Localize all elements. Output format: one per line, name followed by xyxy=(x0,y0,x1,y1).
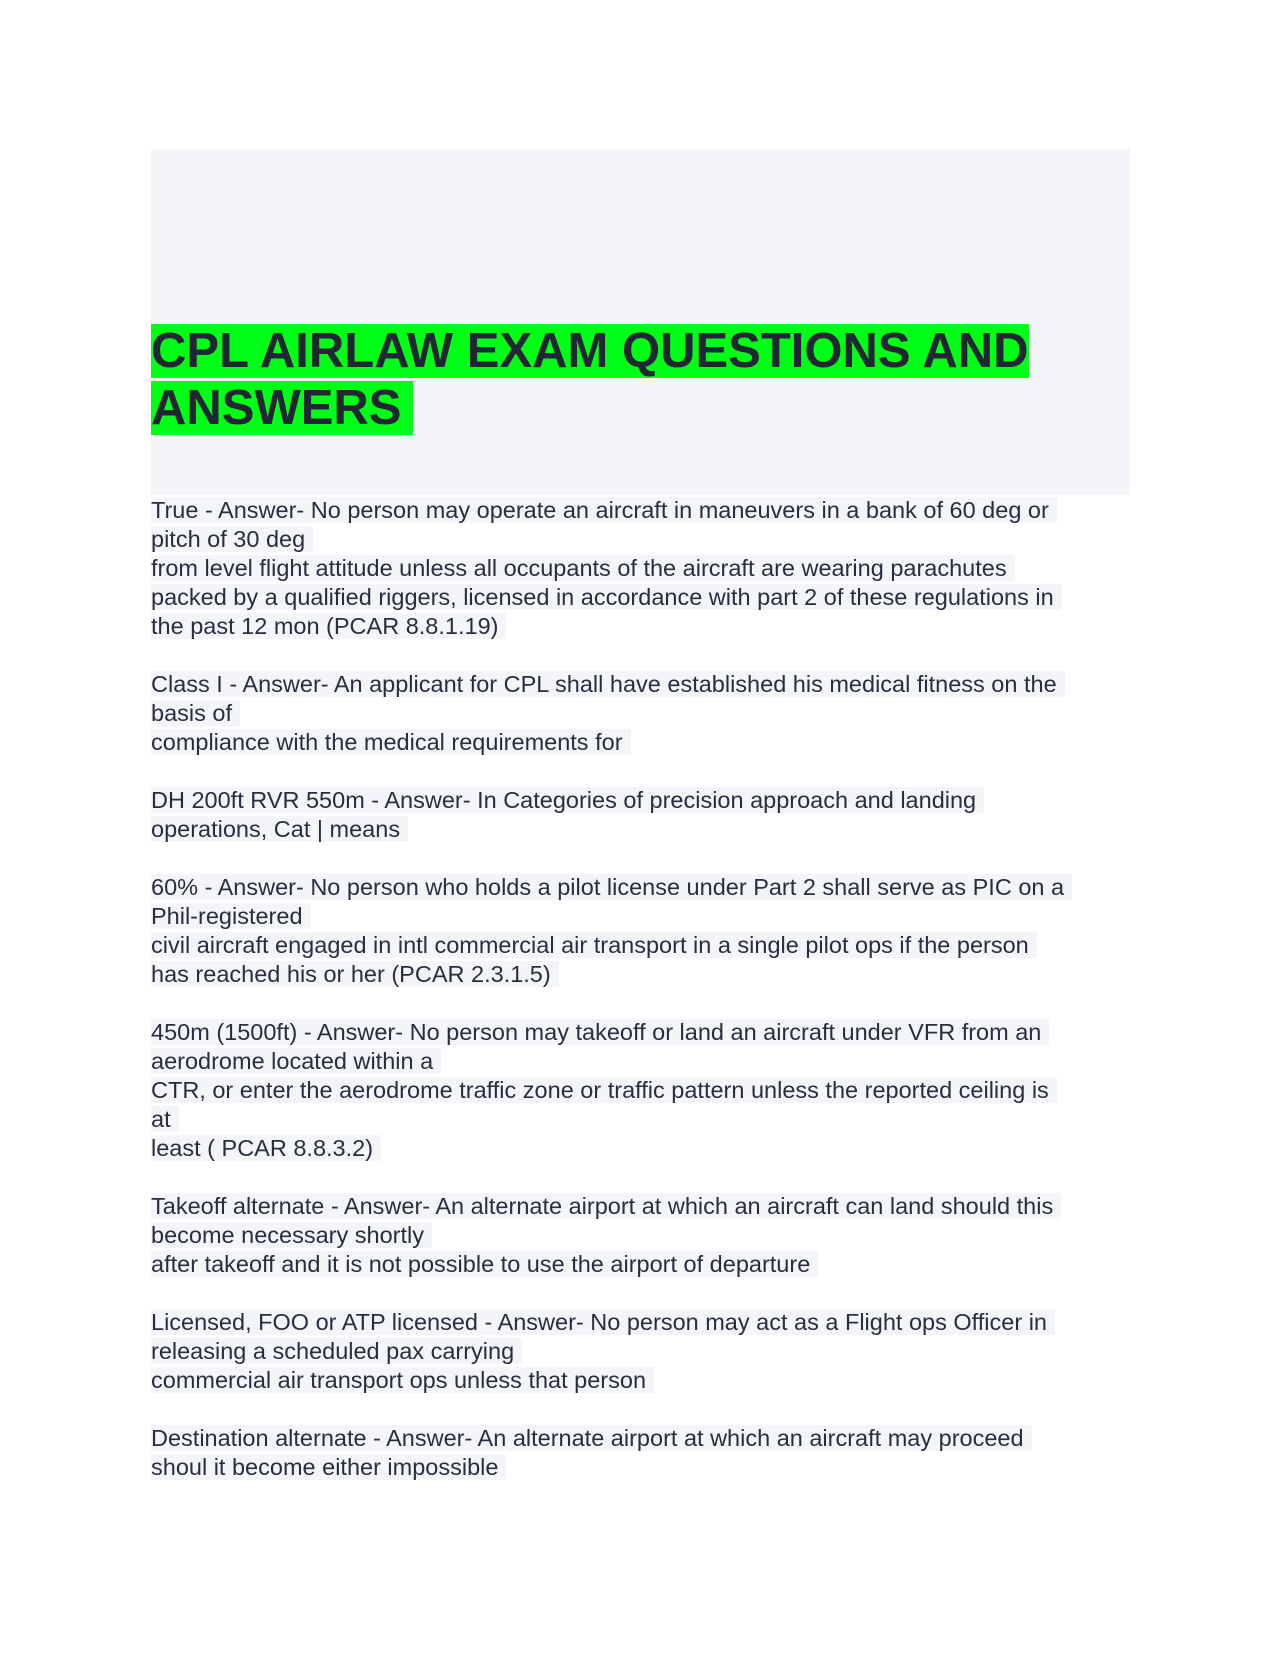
qa-line: True - Answer- No person may operate an aircraft in maneuvers in a bank of 60 deg or xyxy=(151,496,1136,525)
qa-line: operations, Cat | means xyxy=(151,815,1136,844)
title-block-background xyxy=(151,149,1130,495)
qa-line: Destination alternate - Answer- An alternate airport at which an aircraft may proceed xyxy=(151,1424,1136,1453)
qa-line: packed by a qualified riggers, licensed in accordance with part 2 of these regulations in xyxy=(151,583,1136,612)
qa-line: 450m (1500ft) - Answer- No person may takeoff or land an aircraft under VFR from an xyxy=(151,1018,1136,1047)
qa-line: from level flight attitude unless all occupants of the aircraft are wearing parachutes xyxy=(151,554,1136,583)
qa-line: the past 12 mon (PCAR 8.8.1.19) xyxy=(151,612,1136,641)
qa-entry xyxy=(151,1192,1136,1279)
qa-line: commercial air transport ops unless that person xyxy=(151,1366,1136,1395)
qa-entry xyxy=(151,1308,1136,1395)
qa-line: become necessary shortly xyxy=(151,1221,1136,1250)
qa-entry xyxy=(151,1424,1136,1482)
qa-line: civil aircraft engaged in intl commercial air transport in a single pilot ops if the person xyxy=(151,931,1136,960)
qa-entry xyxy=(151,873,1136,989)
qa-list xyxy=(151,496,1136,1511)
title-highlight: CPL AIRLAW EXAM QUESTIONS AND ANSWERS xyxy=(151,324,1029,435)
qa-line: CTR, or enter the aerodrome traffic zone or traffic pattern unless the reported ceiling is xyxy=(151,1076,1136,1105)
qa-line: Takeoff alternate - Answer- An alternate airport at which an aircraft can land should this xyxy=(151,1192,1136,1221)
qa-line: basis of xyxy=(151,699,1136,728)
qa-line: at xyxy=(151,1105,1136,1134)
qa-entry xyxy=(151,1018,1136,1163)
qa-entry xyxy=(151,786,1136,844)
qa-line: Phil-registered xyxy=(151,902,1136,931)
qa-entry xyxy=(151,670,1136,757)
qa-line: DH 200ft RVR 550m - Answer- In Categories of precision approach and landing xyxy=(151,786,1136,815)
qa-line: least ( PCAR 8.8.3.2) xyxy=(151,1134,1136,1163)
qa-line: Class I - Answer- An applicant for CPL shall have established his medical fitness on the xyxy=(151,670,1136,699)
qa-line: Licensed, FOO or ATP licensed - Answer- No person may act as a Flight ops Officer in xyxy=(151,1308,1136,1337)
qa-entry xyxy=(151,496,1136,641)
qa-line: pitch of 30 deg xyxy=(151,525,1136,554)
qa-line: aerodrome located within a xyxy=(151,1047,1136,1076)
qa-line: 60% - Answer- No person who holds a pilot license under Part 2 shall serve as PIC on a xyxy=(151,873,1136,902)
qa-line: shoul it become either impossible xyxy=(151,1453,1136,1482)
document-title xyxy=(151,323,1111,437)
qa-line: has reached his or her (PCAR 2.3.1.5) xyxy=(151,960,1136,989)
qa-line: after takeoff and it is not possible to use the airport of departure xyxy=(151,1250,1136,1279)
qa-line: compliance with the medical requirements for xyxy=(151,728,1136,757)
qa-line: releasing a scheduled pax carrying xyxy=(151,1337,1136,1366)
